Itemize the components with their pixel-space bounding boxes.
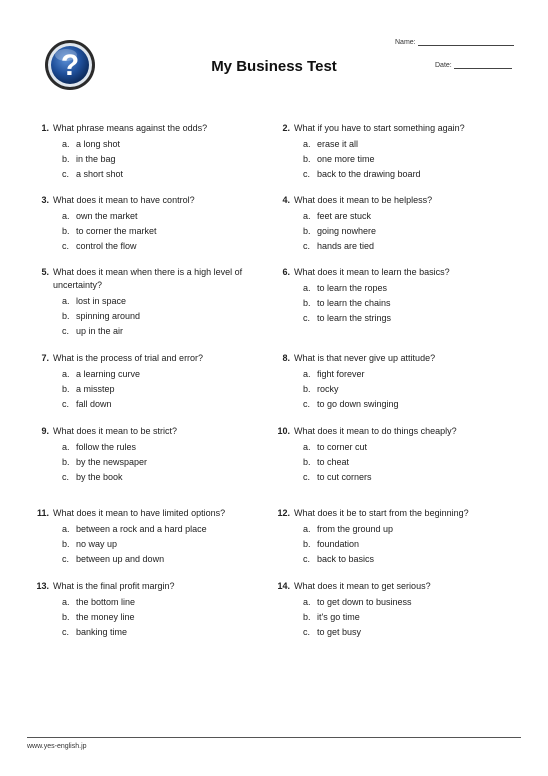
option-text: a misstep: [76, 384, 115, 394]
question-4: [275, 194, 500, 254]
question-head: [34, 507, 259, 520]
question-number: 6.: [282, 267, 290, 277]
option-a: [275, 209, 500, 224]
question-head: [275, 122, 500, 135]
option-text: banking time: [76, 627, 128, 637]
option-letter: c.: [303, 169, 311, 179]
option-c: [34, 167, 259, 182]
option-text: between a rock and a hard place: [76, 524, 207, 534]
option-text: to cut corners: [317, 472, 372, 482]
option-b: [275, 382, 500, 397]
footer-divider: [27, 737, 521, 738]
option-letter: c.: [303, 554, 311, 564]
question-number: 3.: [41, 195, 49, 205]
date-label: Date:: [435, 62, 452, 69]
option-text: a learning curve: [76, 369, 141, 379]
question-12: [275, 507, 500, 567]
option-text: to get down to business: [317, 597, 412, 607]
option-text: hands are tied: [317, 241, 375, 251]
question-head: [34, 580, 259, 593]
option-letter: b.: [303, 226, 311, 236]
option-a: [34, 367, 259, 382]
option-text: one more time: [317, 154, 375, 164]
question-11: [34, 507, 259, 567]
option-text: to learn the chains: [317, 298, 391, 308]
question-text: What is the final profit margin?: [53, 581, 175, 591]
option-text: by the newspaper: [76, 457, 148, 467]
question-text: What does it mean to be helpless?: [294, 195, 433, 205]
page-title: My Business Test: [211, 58, 337, 75]
option-text: to corner cut: [317, 442, 368, 452]
question-9: [34, 425, 259, 485]
option-b: [34, 455, 259, 470]
option-letter: a.: [303, 597, 311, 607]
option-text: back to basics: [317, 554, 375, 564]
option-list: [275, 522, 500, 567]
option-letter: a.: [303, 211, 311, 221]
option-b: [34, 610, 259, 625]
option-list: [34, 595, 259, 640]
option-a: [34, 209, 259, 224]
option-text: to corner the market: [76, 226, 157, 236]
option-b: [275, 455, 500, 470]
option-b: [275, 296, 500, 311]
question-text: What does it mean to be strict?: [53, 426, 178, 436]
option-c: [34, 552, 259, 567]
question-7: [34, 352, 259, 412]
option-letter: c.: [303, 313, 311, 323]
option-text: a short shot: [76, 169, 124, 179]
question-number: 1.: [41, 123, 49, 133]
option-letter: b.: [303, 154, 311, 164]
option-b: [34, 309, 259, 324]
option-text: fall down: [76, 399, 112, 409]
option-letter: b.: [303, 298, 311, 308]
option-c: [275, 625, 500, 640]
option-letter: c.: [62, 554, 70, 564]
question-text: What does it mean when there is a high level of uncertainty?: [53, 267, 243, 290]
option-a: [275, 440, 500, 455]
question-6: [275, 266, 500, 326]
option-list: [275, 137, 500, 182]
question-text: What is that never give up attitude?: [294, 353, 436, 363]
option-letter: c.: [62, 472, 70, 482]
option-list: [275, 595, 500, 640]
question-text: What does it be to start from the beginning?: [294, 508, 469, 518]
question-text: What does it mean to do things cheaply?: [294, 426, 457, 436]
option-letter: c.: [303, 472, 311, 482]
option-list: [34, 440, 259, 485]
option-text: to get busy: [317, 627, 362, 637]
option-letter: a.: [62, 296, 70, 306]
option-letter: b.: [62, 311, 70, 321]
question-3: [34, 194, 259, 254]
question-head: [34, 425, 259, 438]
date-blank-line: [454, 61, 512, 69]
option-letter: b.: [303, 612, 311, 622]
question-text: What if you have to start something again?: [294, 123, 465, 133]
date-field: [435, 61, 512, 69]
option-c: [275, 470, 500, 485]
question-text: What does it mean to learn the basics?: [294, 267, 450, 277]
option-a: [34, 137, 259, 152]
question-number: 9.: [41, 426, 49, 436]
option-letter: c.: [62, 399, 70, 409]
option-c: [275, 397, 500, 412]
question-1: [34, 122, 259, 182]
question-text: What does it mean to have limited options?: [53, 508, 226, 518]
question-head: [34, 266, 259, 292]
option-text: no way up: [76, 539, 118, 549]
option-list: [275, 367, 500, 412]
question-number: 10.: [277, 426, 290, 436]
name-field: [395, 38, 514, 46]
option-c: [275, 311, 500, 326]
option-text: by the book: [76, 472, 123, 482]
footer-site: www.yes-english.jp: [27, 743, 87, 750]
option-letter: b.: [303, 384, 311, 394]
question-13: [34, 580, 259, 640]
option-list: [34, 294, 259, 339]
option-text: to learn the strings: [317, 313, 392, 323]
option-letter: b.: [62, 384, 70, 394]
option-letter: c.: [303, 627, 311, 637]
option-b: [34, 537, 259, 552]
option-text: erase it all: [317, 139, 359, 149]
option-text: the bottom line: [76, 597, 136, 607]
option-letter: c.: [303, 399, 311, 409]
option-text: it's go time: [317, 612, 360, 622]
option-text: feet are stuck: [317, 211, 372, 221]
option-letter: b.: [303, 539, 311, 549]
option-letter: b.: [62, 612, 70, 622]
option-list: [275, 281, 500, 326]
option-text: foundation: [317, 539, 360, 549]
option-text: between up and down: [76, 554, 165, 564]
option-c: [34, 324, 259, 339]
question-head: [34, 352, 259, 365]
option-a: [34, 440, 259, 455]
option-text: the money line: [76, 612, 135, 622]
option-c: [34, 625, 259, 640]
option-text: fight forever: [317, 369, 365, 379]
question-number: 8.: [282, 353, 290, 363]
option-c: [34, 239, 259, 254]
option-a: [34, 595, 259, 610]
question-number: 14.: [277, 581, 290, 591]
option-a: [275, 595, 500, 610]
option-list: [34, 522, 259, 567]
option-b: [275, 224, 500, 239]
option-text: from the ground up: [317, 524, 394, 534]
question-text: What does it mean to get serious?: [294, 581, 431, 591]
option-letter: a.: [62, 211, 70, 221]
option-b: [34, 224, 259, 239]
option-b: [275, 537, 500, 552]
option-b: [275, 610, 500, 625]
option-text: lost in space: [76, 296, 127, 306]
option-a: [34, 522, 259, 537]
option-text: spinning around: [76, 311, 141, 321]
option-letter: b.: [62, 457, 70, 467]
option-letter: a.: [303, 442, 311, 452]
option-letter: a.: [62, 597, 70, 607]
option-text: back to the drawing board: [317, 169, 421, 179]
option-letter: b.: [62, 226, 70, 236]
question-number: 13.: [36, 581, 49, 591]
option-text: rocky: [317, 384, 339, 394]
option-list: [34, 367, 259, 412]
option-letter: c.: [62, 169, 70, 179]
question-number: 2.: [282, 123, 290, 133]
question-head: [275, 266, 500, 279]
question-head: [275, 352, 500, 365]
question-head: [275, 194, 500, 207]
option-list: [275, 209, 500, 254]
question-head: [34, 122, 259, 135]
question-head: [34, 194, 259, 207]
question-head: [275, 425, 500, 438]
option-letter: a.: [303, 524, 311, 534]
option-letter: c.: [62, 627, 70, 637]
option-letter: b.: [62, 539, 70, 549]
option-letter: c.: [62, 326, 70, 336]
option-a: [275, 137, 500, 152]
option-b: [34, 152, 259, 167]
question-head: [275, 507, 500, 520]
question-text: What is the process of trial and error?: [53, 353, 204, 363]
option-list: [275, 440, 500, 485]
option-text: a long shot: [76, 139, 121, 149]
option-a: [275, 367, 500, 382]
option-b: [275, 152, 500, 167]
question-number: 11.: [36, 508, 49, 518]
option-letter: b.: [62, 154, 70, 164]
option-a: [275, 281, 500, 296]
name-blank-line: [418, 38, 514, 46]
option-letter: a.: [303, 283, 311, 293]
option-letter: c.: [62, 241, 70, 251]
option-letter: a.: [62, 442, 70, 452]
question-2: [275, 122, 500, 182]
option-text: to cheat: [317, 457, 350, 467]
question-10: [275, 425, 500, 485]
option-list: [34, 209, 259, 254]
question-number: 5.: [41, 267, 49, 277]
option-letter: a.: [62, 369, 70, 379]
option-c: [275, 552, 500, 567]
option-b: [34, 382, 259, 397]
option-text: up in the air: [76, 326, 124, 336]
option-text: own the market: [76, 211, 138, 221]
question-text: What does it mean to have control?: [53, 195, 195, 205]
question-number: 12.: [277, 508, 290, 518]
option-letter: a.: [303, 139, 311, 149]
question-14: [275, 580, 500, 640]
option-text: going nowhere: [317, 226, 377, 236]
option-text: follow the rules: [76, 442, 137, 452]
question-head: [275, 580, 500, 593]
option-text: to go down swinging: [317, 399, 399, 409]
option-text: in the bag: [76, 154, 116, 164]
option-c: [34, 470, 259, 485]
option-text: control the flow: [76, 241, 137, 251]
question-number: 4.: [282, 195, 290, 205]
question-text: What phrase means against the odds?: [53, 123, 208, 133]
option-c: [275, 239, 500, 254]
option-list: [34, 137, 259, 182]
question-8: [275, 352, 500, 412]
question-5: [34, 266, 259, 339]
svg-text:?: ?: [60, 49, 80, 82]
option-letter: b.: [303, 457, 311, 467]
option-text: to learn the ropes: [317, 283, 388, 293]
option-letter: a.: [62, 139, 70, 149]
option-c: [275, 167, 500, 182]
option-a: [275, 522, 500, 537]
option-a: [34, 294, 259, 309]
option-c: [34, 397, 259, 412]
name-label: Name:: [395, 39, 416, 46]
option-letter: a.: [62, 524, 70, 534]
option-letter: c.: [303, 241, 311, 251]
option-letter: a.: [303, 369, 311, 379]
question-number: 7.: [41, 353, 49, 363]
